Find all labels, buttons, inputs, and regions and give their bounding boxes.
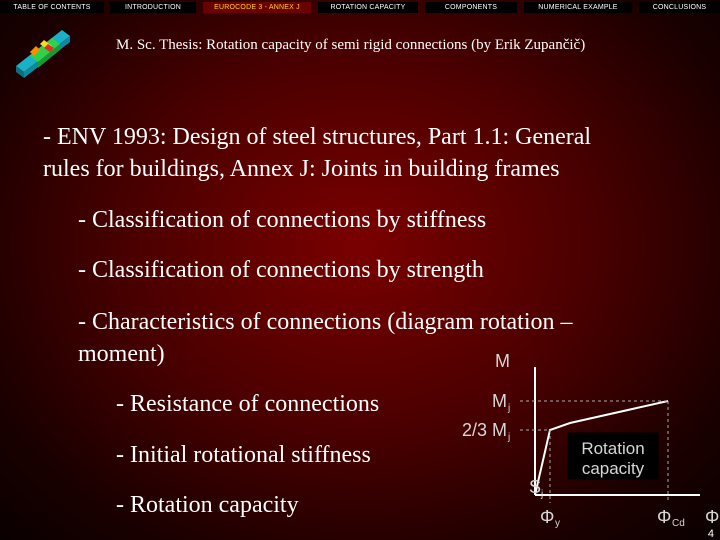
nav-table-of-contents[interactable]: TABLE OF CONTENTS [0,2,104,13]
moment-rotation-diagram [440,345,720,540]
sj-label: S [529,477,542,497]
page-number: 4 [707,528,714,540]
nav-rotation-capacity[interactable]: ROTATION CAPACITY [318,2,418,13]
phi-axis-label: Φ [705,507,720,527]
nav-eurocode-3-annex-j[interactable]: EUROCODE 3 - ANNEX J [203,2,311,13]
main-point-line-2: rules for buildings, Annex J: Joints in building frames [43,156,560,182]
bullet-stiffness: - Classification of connections by stiffness [78,207,487,233]
bullet-characteristics-line-2: moment) [78,341,165,367]
sub-bullet-rotation-capacity: - Rotation capacity [116,492,299,518]
sub-bullet-resistance: - Resistance of connections [116,391,380,417]
phi-cd-label: Φ [657,507,672,527]
sj-subscript: j [541,489,544,500]
two-thirds-subscript: j [508,432,511,443]
thesis-subtitle: M. Sc. Thesis: Rotation capacity of semi rigid connections (by Erik Zupančič) [116,37,586,53]
m-axis-label: M [495,351,510,371]
rotation-capacity-line-1: Rotation [581,439,645,458]
mj-subscript: j [508,403,511,414]
nav-introduction[interactable]: INTRODUCTION [110,2,196,13]
top-navigation [0,0,720,14]
steel-beam-logo-icon [10,22,76,78]
mj-label: M [492,391,507,411]
bullet-characteristics-line-1: - Characteristics of connections (diagram rotation – [78,309,573,335]
phi-y-subscript: y [555,518,560,529]
nav-conclusions[interactable]: CONCLUSIONS [639,2,720,13]
nav-numerical-example[interactable]: NUMERICAL EXAMPLE [524,2,632,13]
phi-y-label: Φ [540,507,555,527]
main-point-line-1: - ENV 1993: Design of steel structures, Part 1.1: General [43,124,592,150]
nav-components[interactable]: COMPONENTS [425,2,517,13]
bullet-strength: - Classification of connections by strength [78,257,484,283]
two-thirds-mj-label: 2/3 M [462,420,508,440]
sub-bullet-initial-stiffness: - Initial rotational stiffness [116,442,371,468]
rotation-capacity-line-2: capacity [581,459,645,478]
phi-cd-subscript: Cd [672,518,685,529]
